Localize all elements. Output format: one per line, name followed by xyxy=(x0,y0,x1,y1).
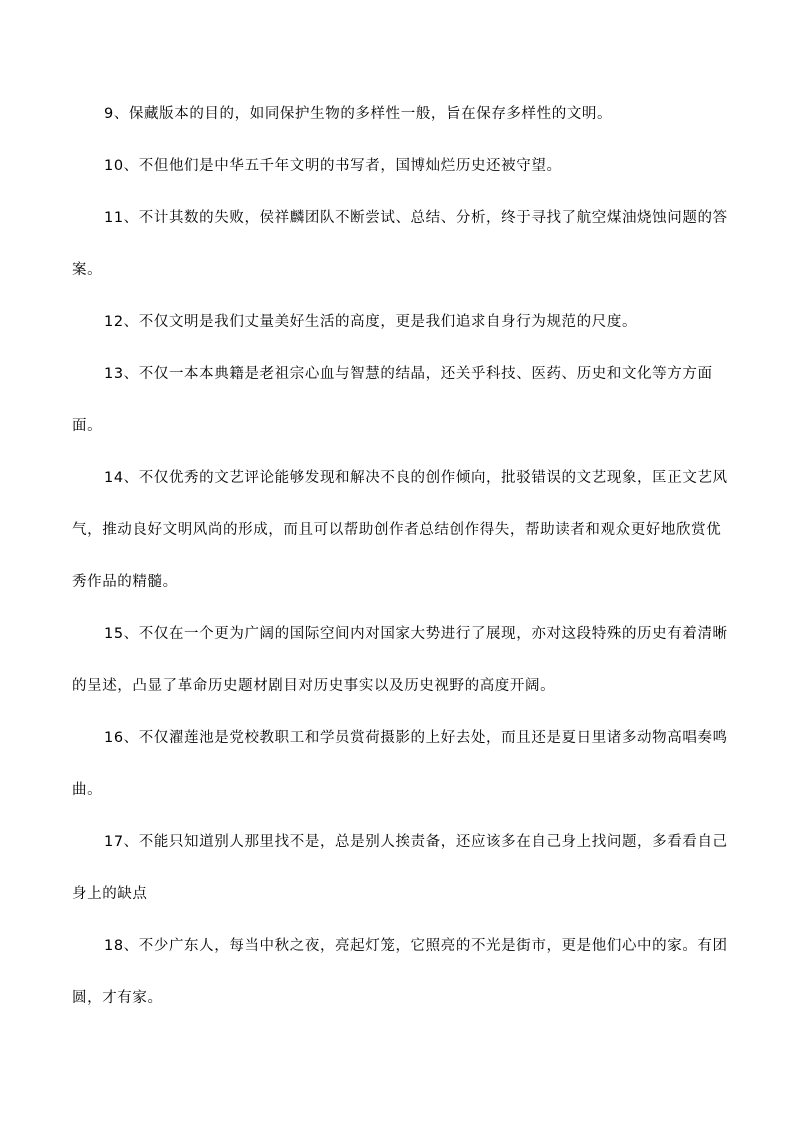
paragraph-item-18: 18、不少广东人，每当中秋之夜，亮起灯笼，它照亮的不光是街市，更是他们心中的家。有团圆，才有家。 xyxy=(72,938,728,1006)
paragraph-item-14: 14、不仅优秀的文艺评论能够发现和解决不良的创作倾向，批驳错误的文艺现象，匡正文艺风气，推动良好文明风尚的形成，而且可以帮助创作者总结创作得失，帮助读者和观众更好地欣赏优秀作品的精髓。 xyxy=(72,470,728,590)
paragraph-item-13: 13、不仅一本本典籍是老祖宗心血与智慧的结晶，还关乎科技、医药、历史和文化等方方面面。 xyxy=(72,366,713,434)
paragraph-item-10: 10、不但他们是中华五千年文明的书写者，国博灿烂历史还被守望。 xyxy=(104,158,562,174)
document-body xyxy=(72,88,732,1024)
paragraph-item-9: 9、保藏版本的目的，如同保护生物的多样性一般，旨在保存多样性的文明。 xyxy=(104,106,613,122)
paragraph-item-16: 16、不仅濯莲池是党校教职工和学员赏荷摄影的上好去处，而且还是夏日里诸多动物高唱奏鸣曲。 xyxy=(72,730,728,798)
paragraph-item-17: 17、不能只知道别人那里找不是，总是别人挨责备，还应该多在自己身上找问题，多看看自己身上的缺点 xyxy=(72,834,728,902)
paragraph-item-15: 15、不仅在一个更为广阔的国际空间内对国家大势进行了展现，亦对这段特殊的历史有着清晰的呈述，凸显了革命历史题材剧目对历史事实以及历史视野的高度开阔。 xyxy=(72,626,728,694)
paragraph-item-11: 11、不计其数的失败，侯祥麟团队不断尝试、总结、分析，终于寻找了航空煤油烧蚀问题的答案。 xyxy=(72,210,728,278)
paragraph-item-12: 12、不仅文明是我们丈量美好生活的高度，更是我们追求自身行为规范的尺度。 xyxy=(104,314,638,330)
